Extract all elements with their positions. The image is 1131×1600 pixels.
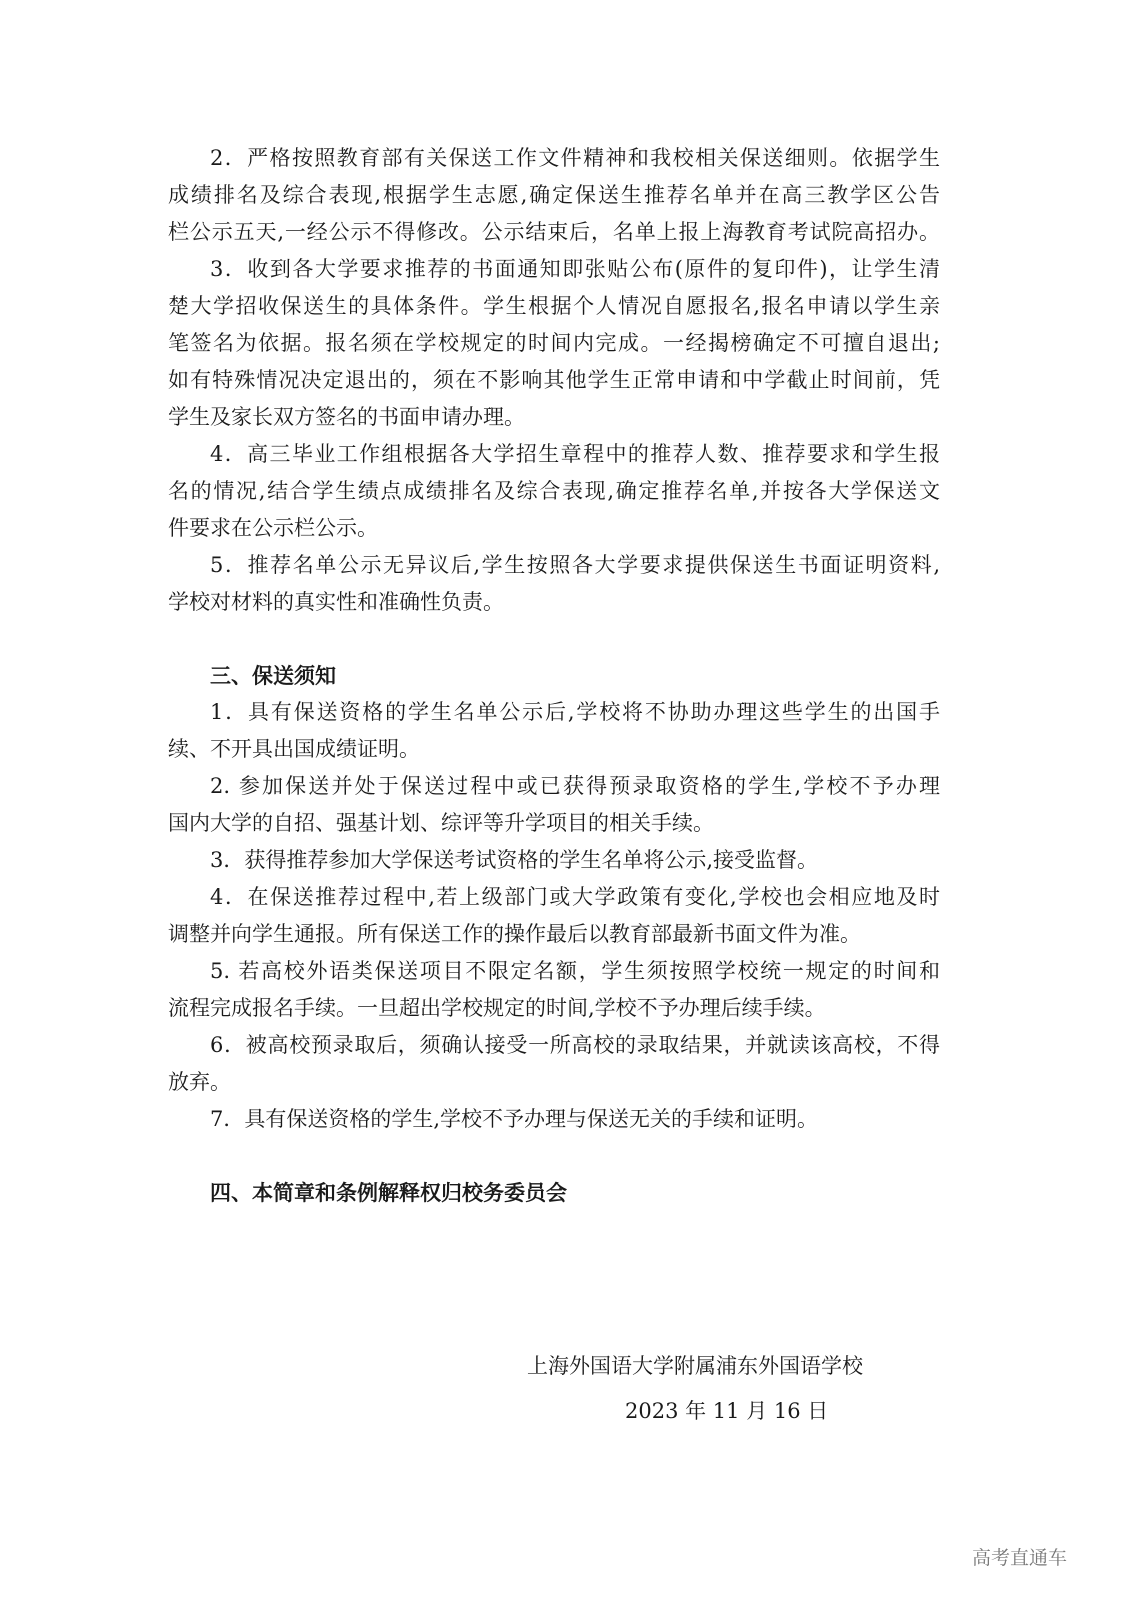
text-line: 如有特殊情况决定退出的，须在不影响其他学生正常申请和中学截止时间前，凭: [168, 368, 940, 392]
text-line: 7．具有保送资格的学生,学校不予办理与保送无关的手续和证明。: [210, 1107, 819, 1131]
signature-date: 2023 年 11 月 16 日: [625, 1399, 829, 1423]
text-line: 4．高三毕业工作组根据各大学招生章程中的推荐人数、推荐要求和学生报: [210, 442, 940, 466]
text-line: 栏公示五天,一经公示不得修改。公示结束后，名单上报上海教育考试院高招办。: [168, 220, 940, 244]
paragraph-4: [168, 436, 940, 547]
paragraph-2: [168, 140, 940, 251]
text-line: 5. 若高校外语类保送项目不限定名额，学生须按照学校统一规定的时间和: [210, 959, 940, 983]
section-heading-3: 三、保送须知: [210, 663, 336, 688]
text-line: 2．严格按照教育部有关保送工作文件精神和我校相关保送细则。依据学生: [210, 146, 940, 170]
notice-item-6: [168, 1027, 940, 1101]
watermark: 高考直通车: [972, 1547, 1068, 1569]
text-line: 楚大学招收保送生的具体条件。学生根据个人情况自愿报名,报名申请以学生亲: [168, 294, 940, 318]
text-line: 学生及家长双方签名的书面申请办理。: [168, 405, 525, 429]
text-line: 流程完成报名手续。一旦超出学校规定的时间,学校不予办理后续手续。: [168, 996, 826, 1020]
text-line: 成绩排名及综合表现,根据学生志愿,确定保送生推荐名单并在高三教学区公告: [168, 183, 940, 207]
text-line: 放弃。: [168, 1070, 231, 1094]
text-line: 名的情况,结合学生绩点成绩排名及综合表现,确定推荐名单,并按各大学保送文: [168, 479, 940, 503]
text-line: 续、不开具出国成绩证明。: [168, 737, 420, 761]
signature-organization: 上海外国语大学附属浦东外国语学校: [527, 1354, 863, 1378]
notice-item-7: [168, 1101, 940, 1138]
text-line: 调整并向学生通报。所有保送工作的操作最后以教育部最新书面文件为准。: [168, 922, 861, 946]
text-line: 笔签名为依据。报名须在学校规定的时间内完成。一经揭榜确定不可擅自退出;: [168, 331, 940, 355]
document-body: [168, 140, 940, 1211]
section-heading-4: 四、本简章和条例解释权归校务委员会: [210, 1180, 567, 1205]
paragraph-5: [168, 547, 940, 621]
text-line: 件要求在公示栏公示。: [168, 516, 378, 540]
notice-item-4: [168, 879, 940, 953]
text-line: 3．收到各大学要求推荐的书面通知即张贴公布(原件的复印件)，让学生清: [210, 257, 940, 281]
notice-item-3: [168, 842, 940, 879]
notice-item-2: [168, 768, 940, 842]
text-line: 学校对材料的真实性和准确性负责。: [168, 590, 504, 614]
text-line: 2. 参加保送并处于保送过程中或已获得预录取资格的学生,学校不予办理: [210, 774, 940, 798]
notice-item-5: [168, 953, 940, 1027]
text-line: 4．在保送推荐过程中,若上级部门或大学政策有变化,学校也会相应地及时: [210, 885, 940, 909]
text-line: 1．具有保送资格的学生名单公示后,学校将不协助办理这些学生的出国手: [210, 700, 940, 724]
text-line: 国内大学的自招、强基计划、综评等升学项目的相关手续。: [168, 811, 714, 835]
notice-item-1: [168, 694, 940, 768]
text-line: 6．被高校预录取后，须确认接受一所高校的录取结果，并就读该高校，不得: [210, 1033, 940, 1057]
text-line: 5．推荐名单公示无异议后,学生按照各大学要求提供保送生书面证明资料,: [210, 553, 940, 577]
paragraph-3: [168, 251, 940, 436]
text-line: 3．获得推荐参加大学保送考试资格的学生名单将公示,接受监督。: [210, 848, 819, 872]
